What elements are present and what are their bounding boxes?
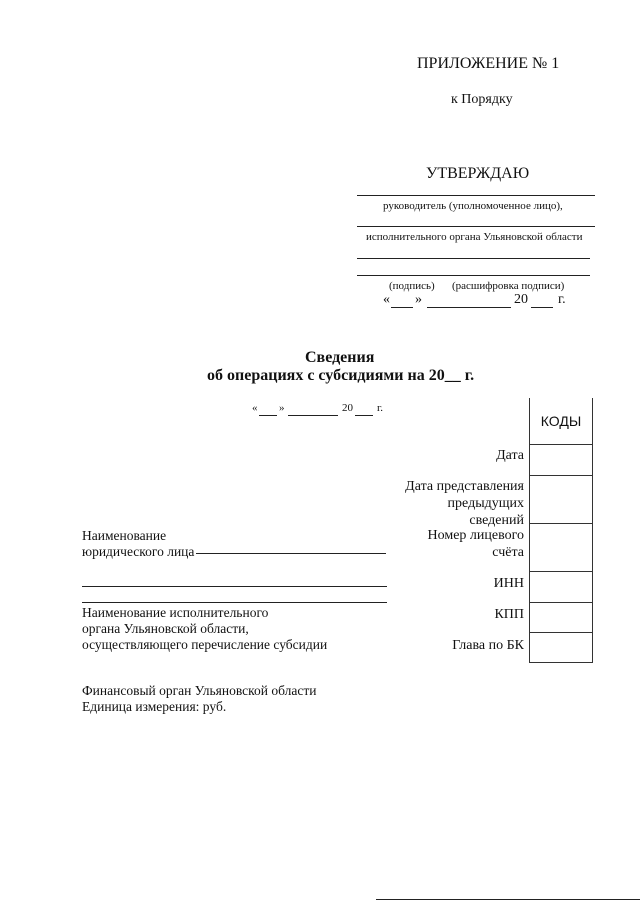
report-date-month-blank	[288, 415, 338, 416]
decoding-caption: (расшифровка подписи)	[452, 280, 565, 292]
row-label-date: Дата	[496, 448, 524, 463]
signature-line	[357, 275, 590, 276]
report-date-year-blank	[355, 415, 373, 416]
report-date-day-blank	[259, 415, 277, 416]
approval-date-day-blank	[391, 307, 413, 308]
code-cell-previous-date[interactable]	[530, 476, 592, 524]
approval-date-suffix: г.	[558, 292, 566, 307]
legal-entity-field-line[interactable]	[196, 553, 386, 554]
signature-caption: (подпись)	[389, 280, 435, 292]
appendix-number: ПРИЛОЖЕНИЕ № 1	[417, 55, 560, 72]
legal-entity-extra-line[interactable]	[82, 586, 387, 587]
document-title: Сведения	[305, 349, 375, 366]
organ-caption: исполнительного органа Ульяновской области	[366, 231, 583, 243]
code-cell-account-number[interactable]	[530, 524, 592, 572]
exec-organ-label-line1: Наименование исполнительного	[82, 605, 269, 620]
code-cell-budget-chapter[interactable]	[530, 633, 592, 663]
approval-date-month-blank	[427, 307, 511, 308]
approval-line-3	[357, 258, 590, 259]
bottom-edge-line	[376, 899, 640, 900]
head-caption: руководитель (уполномоченное лицо),	[383, 200, 563, 212]
code-cell-date[interactable]	[530, 445, 592, 476]
financial-organ-label: Финансовый орган Ульяновской области	[82, 683, 317, 698]
approval-title: УТВЕРЖДАЮ	[426, 165, 530, 182]
approval-date-close-quote: »	[415, 292, 422, 307]
row-label-inn: ИНН	[493, 576, 524, 591]
approval-line-2	[357, 226, 595, 227]
row-label-kpp: КПП	[494, 607, 524, 622]
document-subtitle: об операциях с субсидиями на 20__ г.	[207, 367, 475, 384]
legal-entity-label-line2: юридического лица	[82, 544, 195, 559]
codes-table	[529, 398, 593, 663]
unit-label: Единица измерения: руб.	[82, 699, 227, 714]
legal-entity-label-line1: Наименование	[82, 528, 167, 543]
exec-organ-label-line2: органа Ульяновской области,	[82, 621, 249, 636]
exec-organ-label-line3: осуществляющего перечисление субсидии	[82, 637, 328, 652]
row-label-previous-date: Дата представления предыдущих сведений	[405, 479, 524, 528]
approval-date-year: 20	[514, 292, 528, 307]
code-cell-kpp[interactable]	[530, 603, 592, 633]
row-label-account-number: Номер лицевого счёта	[427, 528, 524, 560]
appendix-to-order: к Порядку	[451, 92, 513, 107]
approval-line-1	[357, 195, 595, 196]
exec-organ-top-line	[82, 602, 387, 603]
report-date-close-quote: »	[279, 402, 285, 414]
report-date-open-quote: «	[252, 402, 258, 414]
approval-date-year-blank	[531, 307, 553, 308]
code-cell-inn[interactable]	[530, 572, 592, 603]
row-label-budget-chapter: Глава по БК	[452, 638, 524, 653]
report-date-year: 20	[342, 402, 353, 414]
codes-header: КОДЫ	[530, 398, 592, 445]
report-date-suffix: г.	[377, 402, 384, 414]
approval-date-open-quote: «	[383, 292, 390, 307]
